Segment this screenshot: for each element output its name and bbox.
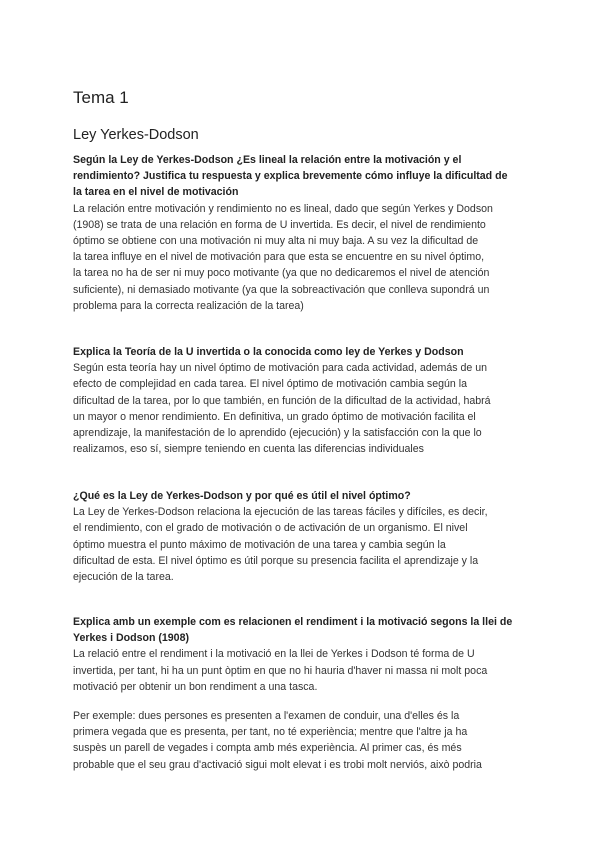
answer-line: óptimo muestra el punto máximo de motivación de una tarea y cambia según la [73,538,446,551]
section-answer [73,646,525,695]
answer-line: Según esta teoría hay un nivel óptimo de motivación para cada actividad, además de un [73,362,488,375]
section-answer [73,708,525,773]
answer-line: La Ley de Yerkes-Dodson relaciona la ejecución de las tareas fáciles y difíciles, es decir, [73,506,488,519]
question-line: Explica la Teoría de la U invertida o la conocida como ley de Yerkes y Dodson [73,346,464,358]
answer-line: la tarea no ha de ser ni muy poco motivante (ya que no dedicaremos el nivel de atención [73,267,490,280]
section-example-continued [73,708,525,773]
section-question [73,614,525,646]
section-answer [73,504,525,585]
section-inverted-u [73,344,525,457]
section-linearity [73,152,525,314]
answer-line: efecto de complejidad en cada tarea. El nivel óptimo de motivación cambia según la [73,378,467,391]
question-line: la tarea en el nivel de motivación [73,186,239,199]
answer-line: invertida, per tant, hi ha un punt òptim en que no hi hauria d'haver ni massa ni molt poca [73,664,488,677]
question-line: Según la Ley de Yerkes-Dodson ¿Es lineal la relación entre la motivación y el [73,154,462,166]
answer-line: probable que el seu grau d'activació sigui molt elevat i es trobi molt nerviós, això podria [73,758,482,771]
question-line: Yerkes i Dodson (1908) [73,632,189,645]
answer-line: un mayor o menor rendimiento. En definitiva, un grado óptimo de motivación facilita el [73,410,476,423]
answer-line: el rendimiento, con el grado de motivación o de activación de un organismo. El nivel [73,522,468,535]
section-answer [73,201,525,314]
answer-line: dificultad de la tarea, por lo que también, en función de la dificultad de la actividad, habrá [73,394,491,407]
question-line: rendimiento? Justifica tu respuesta y explica brevemente cómo influye la dificultad de [73,170,508,183]
section-example [73,614,525,695]
document-subtitle: Ley Yerkes-Dodson [73,127,199,143]
section-question [73,488,525,504]
answer-line: ejecución de la tarea. [73,571,174,584]
answer-line: dificultad de esta. El nivel óptimo es útil porque su presencia facilita el aprendizaje y la [73,554,479,567]
answer-line: La relación entre motivación y rendimiento no es lineal, dado que según Yerkes y Dodson [73,202,493,215]
answer-line: Per exemple: dues persones es presenten a l'examen de conduir, una d'elles és la [73,710,460,722]
answer-line: aprendizaje, la manifestación de lo aprendido (ejecución) y la satisfacción con la que lo [73,427,482,440]
section-question [73,344,525,360]
answer-line: realizamos, eso sí, siempre teniendo en cuenta las diferencias individuales [73,443,424,456]
answer-line: motivació per obtenir un bon rendiment a una tasca. [73,680,318,693]
answer-line: óptimo se obtiene con una motivación ni muy alta ni muy baja. A su vez la dificultad de [73,235,479,248]
section-optimal-level [73,488,525,585]
answer-line: (1908) se trata de una relación en forma de U invertida. Es decir, el nivel de rendimiento [73,218,486,231]
question-line: ¿Qué es la Ley de Yerkes-Dodson y por qué es útil el nivel óptimo? [73,490,411,502]
section-answer [73,360,525,457]
answer-line: primera vegada que es presenta, per tant, no té experiència; mentre que l'altre ja ha [73,726,468,739]
document-title: Tema 1 [73,88,129,107]
answer-line: suspès un parell de vegades i compta amb més experiència. Al primer cas, és més [73,742,462,755]
answer-line: problema para la correcta realización de la tarea) [73,299,304,312]
section-question [73,152,525,201]
answer-line: la tarea influye en el nivel de motivación para que esta se encuentre en su nivel óptimo, [73,251,485,264]
answer-line: La relació entre el rendiment i la motivació en la llei de Yerkes i Dodson té forma de U [73,648,475,661]
answer-line: suficiente), ni demasiado motivante (ya que la sobreactivación que conlleva supondrá un [73,283,490,296]
question-line: Explica amb un exemple com es relacionen el rendiment i la motivació segons la llei de [73,616,513,628]
